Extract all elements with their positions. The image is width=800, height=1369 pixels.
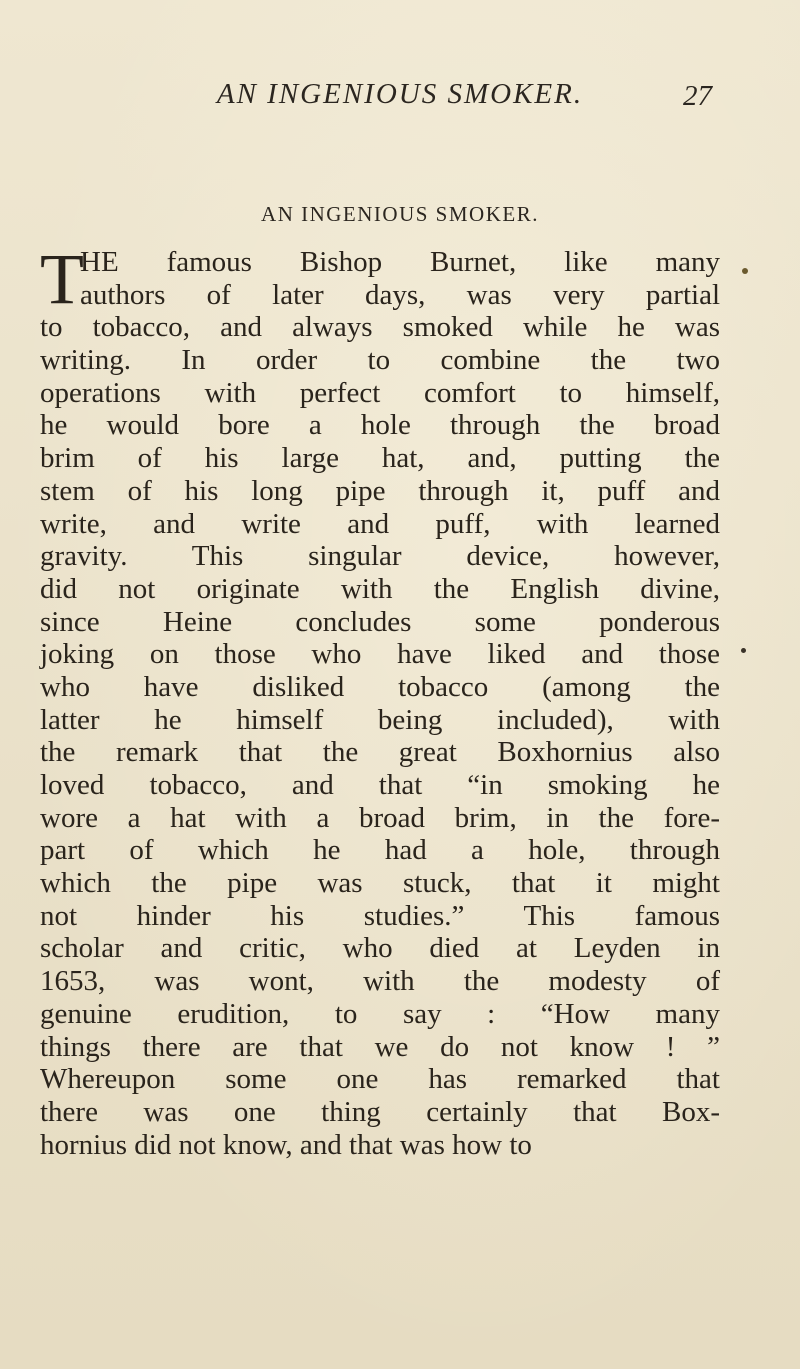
text-line: brim of his large hat, and, putting the [40,442,720,475]
text-line: gravity. This singular device, however, [40,540,720,573]
text-line: Whereupon some one has remarked that [40,1063,720,1096]
text-line: latter he himself being included), with [40,703,720,736]
text-line: the remark that the great Boxhornius also [40,736,720,769]
text-line: loved tobacco, and that “in smoking he [40,769,720,801]
text-line: did not originate with the English divine, [40,572,720,605]
text-line: he would bore a hole through the broad [40,409,720,442]
text-line: to tobacco, and always smoked while he was [40,311,720,344]
text-line: things there are that we do not know ! ” [40,1030,720,1063]
text-line: authors of later days, was very partial [80,278,720,311]
text-line: not hinder his studies.” This famous [40,899,720,932]
page-number: 27 [683,80,712,112]
running-head-title: AN INGENIOUS SMOKER. [216,78,584,110]
text-line: who have disliked tobacco (among the [40,670,720,703]
text-line: joking on those who have liked and those [40,638,720,671]
text-line: write, and write and puff, with learned [40,507,720,540]
text-line: hornius did not know, and that was how to [40,1128,532,1161]
text-line: which the pipe was stuck, that it might [40,867,720,900]
text-line: HE famous Bishop Burnet, like many [80,246,720,278]
text-line: there was one thing certainly that Box- [40,1095,720,1128]
text-line: genuine erudition, to say : “How many [40,997,720,1030]
text-line: 1653, was wont, with the modesty of [40,965,720,998]
body-text [40,239,720,1161]
text-line: writing. In order to combine the two [40,344,720,377]
paper-speck [742,268,748,274]
chapter-title: AN INGENIOUS SMOKER. [261,202,539,226]
text-line: wore a hat with a broad brim, in the fore- [40,801,720,834]
text-line: operations with perfect comfort to himself, [40,376,720,409]
text-line: stem of his long pipe through it, puff and [40,474,720,507]
text-line: since Heine concludes some ponderous [40,605,720,638]
text-line: scholar and critic, who died at Leyden in [40,932,720,965]
paper-speck [741,648,746,653]
text-line: part of which he had a hole, through [40,834,720,867]
first-line-wrap [40,246,720,279]
drop-cap: T [40,239,84,319]
running-head [0,78,800,118]
